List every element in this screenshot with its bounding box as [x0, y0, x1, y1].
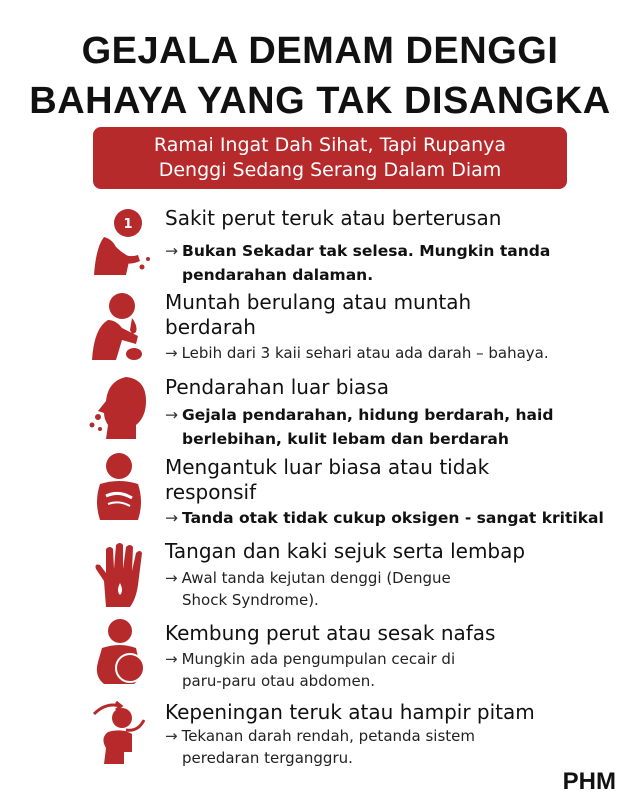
drowsy-person-icon: [86, 452, 152, 522]
item-1-badge: 1: [123, 217, 133, 232]
vomiting-icon: [86, 292, 152, 362]
item-5-description: → Awal tanda kejutan denggi (Dengue Shock Syndrome).: [165, 569, 451, 609]
arrow-icon: →: [165, 650, 178, 668]
item-1-heading: Sakit perut teruk atau berterusan: [165, 206, 502, 230]
item-4-heading: Mengantuk luar biasa atau tidak responsif: [165, 455, 490, 504]
dizzy-person-icon: [86, 698, 152, 768]
arrow-icon: →: [165, 344, 178, 362]
item-6-description: → Mungkin ada pengumpulan cecair di paru-paru otau abdomen.: [165, 650, 456, 690]
banner-line-2: Denggi Sedang Serang Dalam Diam: [158, 159, 502, 181]
bloated-belly-icon: [86, 618, 152, 688]
footer-logo-text: PHM: [562, 768, 616, 795]
item-3-description: → Gejala pendarahan, hidung berdarah, haid berlebihan, kulit lebam dan berdarah: [165, 406, 554, 448]
subtitle-banner: [93, 127, 567, 189]
cold-hand-icon: [86, 541, 152, 611]
arrow-icon: →: [165, 727, 178, 745]
item-7-description: → Tekanan darah rendah, petanda sistem peredaran terganggru.: [165, 727, 476, 767]
arrow-icon: →: [165, 569, 178, 587]
page-title-line-2: BAHAYA YANG TAK DISANGKA: [29, 80, 611, 122]
item-2-heading: Muntah berulang atau muntah berdarah: [165, 290, 472, 339]
stomach-pain-icon: [86, 207, 152, 277]
item-4-description: → Tanda otak tidak cukup oksigen - sangat kritikal: [165, 509, 604, 527]
item-6-heading: Kembung perut atau sesak nafas: [165, 621, 496, 645]
arrow-icon: →: [165, 242, 178, 260]
nosebleed-icon: [86, 373, 152, 443]
item-2-description: → Lebih dari 3 kaii sehari atau ada darah – bahaya.: [165, 344, 549, 362]
item-3-heading: Pendarahan luar biasa: [165, 375, 389, 399]
page-title-line-1: GEJALA DEMAM DENGGI: [81, 30, 559, 72]
item-5-heading: Tangan dan kaki sejuk serta lembap: [165, 539, 526, 563]
arrow-icon: →: [165, 509, 178, 527]
arrow-icon: →: [165, 406, 178, 424]
item-1-description: → Bukan Sekadar tak selesa. Mungkin tanda pendarahan dalaman.: [165, 242, 551, 284]
item-7-heading: Kepeningan teruk atau hampir pitam: [165, 700, 535, 724]
banner-line-1: Ramai Ingat Dah Sihat, Tapi Rupanya: [153, 134, 507, 156]
